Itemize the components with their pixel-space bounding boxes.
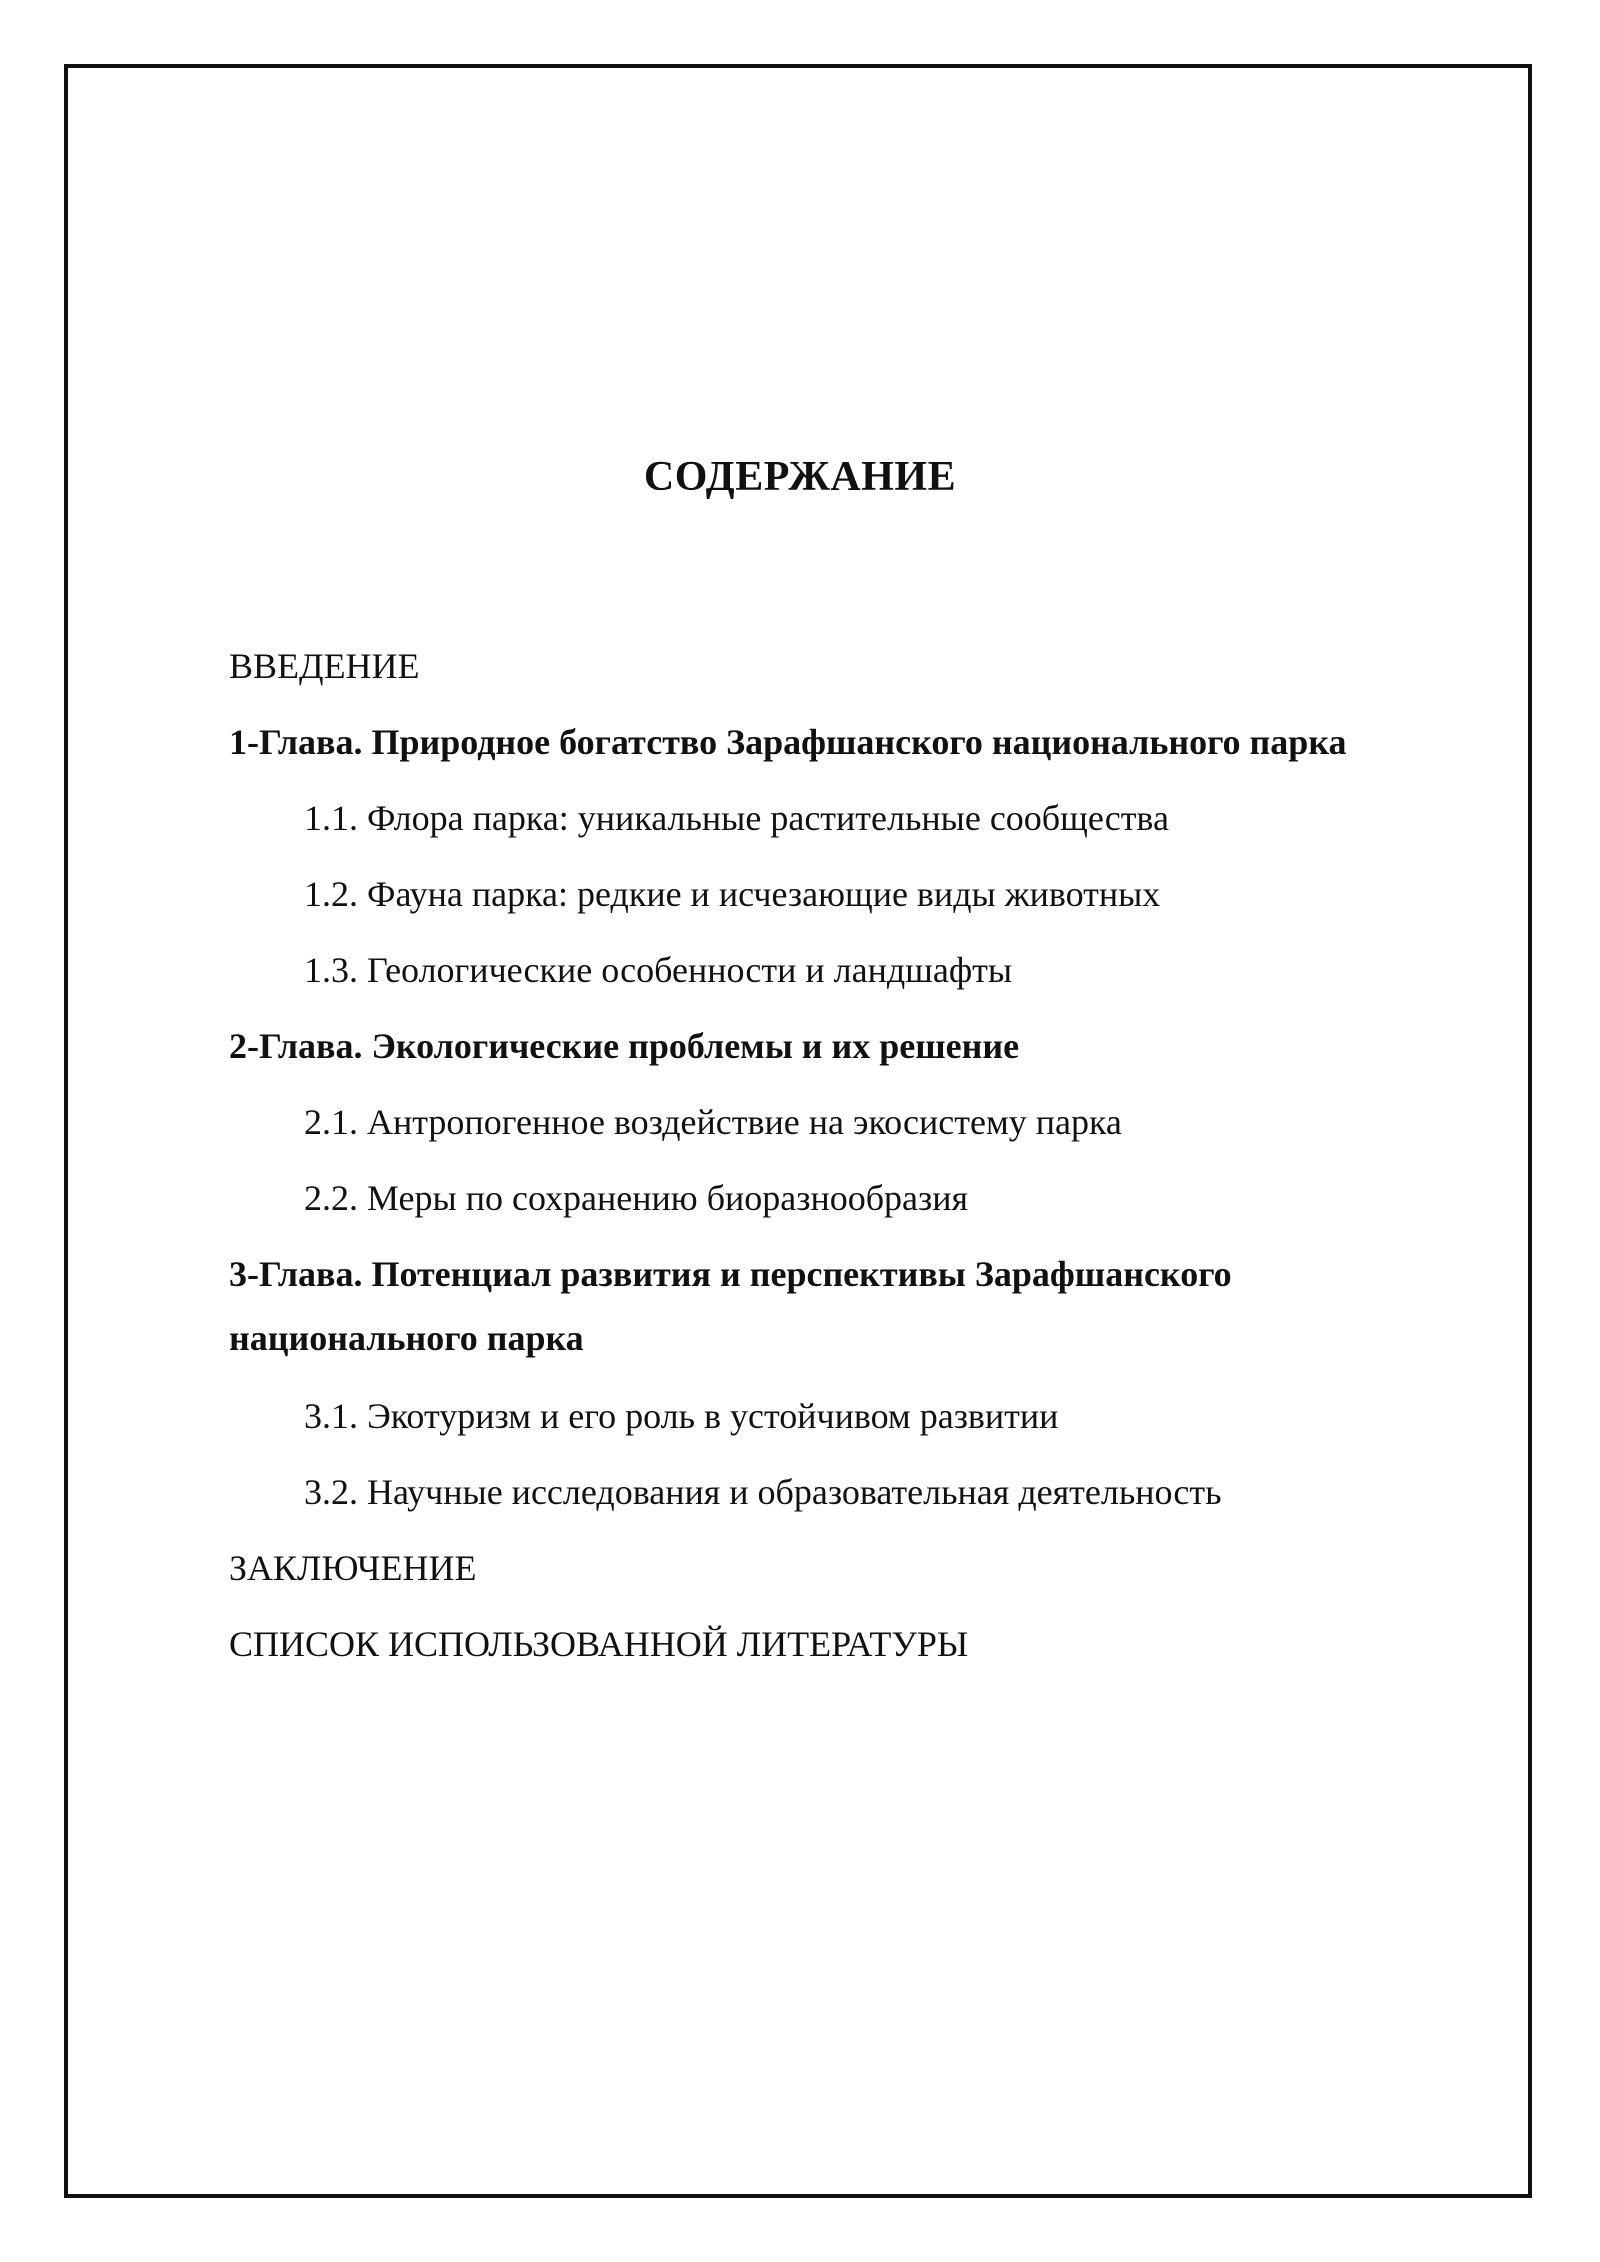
toc-entry-section-2-2: 2.2. Меры по сохранению биоразнообразия [304, 1178, 969, 1218]
page-title: СОДЕРЖАНИЕ [643, 454, 957, 500]
toc-entry-section-2-1: 2.1. Антропогенное воздействие на экосистему парка [304, 1102, 1122, 1142]
toc-entry-chapter-3: 3-Глава. Потенциал развития и перспективы Зарафшанского национального парка [229, 1254, 1232, 1358]
toc-entry-conclusion: ЗАКЛЮЧЕНИЕ [229, 1548, 477, 1588]
toc-entry-section-1-1: 1.1. Флора парка: уникальные растительные сообщества [304, 798, 1169, 838]
toc-entry-section-3-2: 3.2. Научные исследования и образовательная деятельность [304, 1472, 1222, 1512]
toc-entry-section-1-2: 1.2. Фауна парка: редкие и исчезающие виды животных [304, 874, 1161, 914]
toc-entry-chapter-1: 1-Глава. Природное богатство Зарафшанского национального парка [229, 722, 1347, 762]
toc-entry-section-3-1: 3.1. Экотуризм и его роль в устойчивом развитии [304, 1396, 1059, 1436]
toc-entry-section-1-3: 1.3. Геологические особенности и ландшафты [304, 950, 1013, 990]
toc-entry-chapter-2: 2-Глава. Экологические проблемы и их решение [229, 1026, 1020, 1066]
toc-entry-introduction: ВВЕДЕНИЕ [229, 646, 420, 686]
toc-entry-references: СПИСОК ИСПОЛЬЗОВАННОЙ ЛИТЕРАТУРЫ [229, 1624, 969, 1664]
